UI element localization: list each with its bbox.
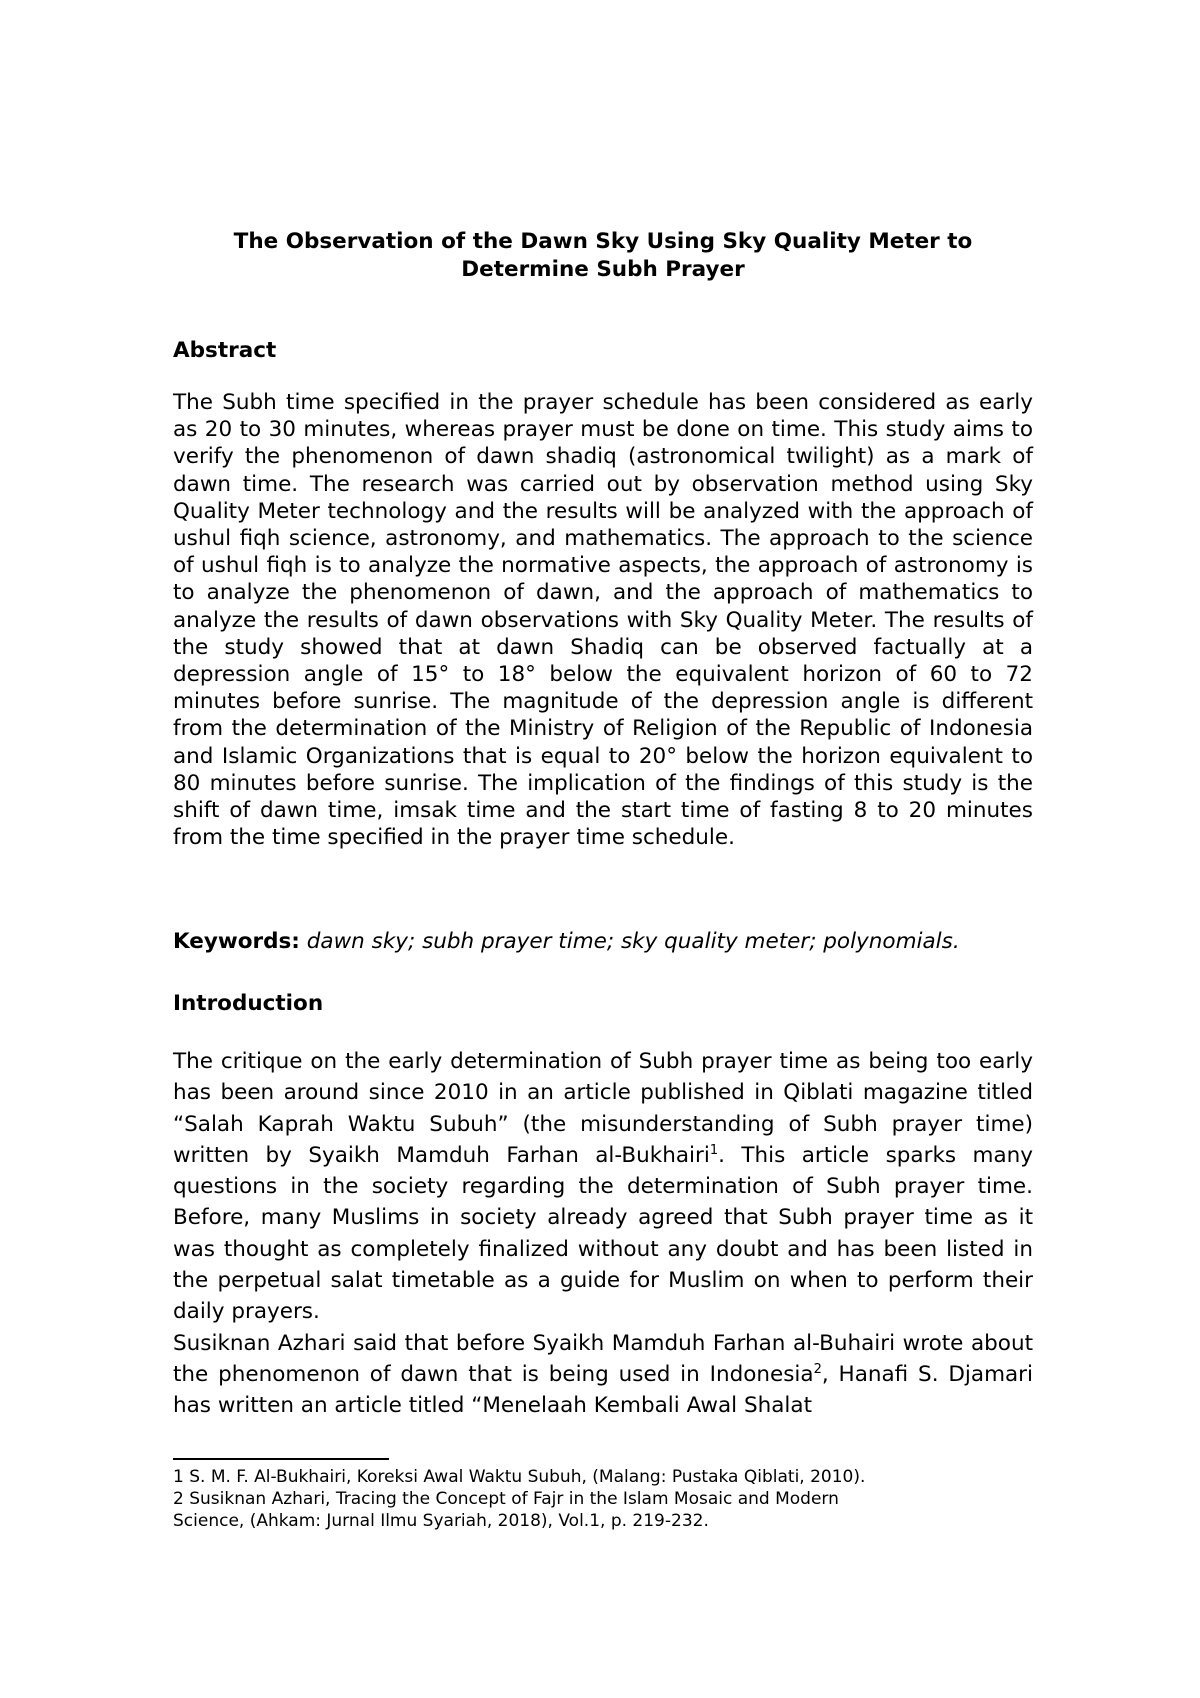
footnote-2-line-1: 2 Susiknan Azhari, Tracing the Concept of Fajr in the Islam Mosaic and Modern bbox=[173, 1489, 839, 1509]
footnote-reference-2: 2 bbox=[813, 1361, 822, 1377]
paper-title-line-2: Determine Subh Prayer bbox=[461, 257, 745, 282]
introduction-body bbox=[173, 1046, 1033, 1422]
footnote-reference-1: 1 bbox=[709, 1142, 719, 1158]
paper-title bbox=[173, 228, 1033, 284]
footnote-2-line-2: Science, (Ahkam: Jurnal Ilmu Syariah, 2018), Vol.1, p. 219-232. bbox=[173, 1511, 709, 1531]
introduction-paragraph-1-text-a: The critique on the early determination of Subh prayer time as being too early has been around since 2010 in an article published in Qiblati magazine titled “Salah Kaprah Waktu Subuh” (the misunderstanding of Subh prayer time) written by Syaikh Mamduh Farhan al-Bukhairi bbox=[173, 1049, 1033, 1168]
footnotes bbox=[173, 1466, 1033, 1532]
introduction-paragraph-1-text-b: . This article sparks many questions in the society regarding the determination of Subh prayer time. Before, many Muslims in society already agreed that Subh prayer time as it was thought as completely finalized without any doubt and has been listed in the perpetual salat timetable as a guide for Muslim on when to perform their daily prayers. bbox=[173, 1142, 1033, 1325]
abstract-body: The Subh time specified in the prayer schedule has been considered as early as 20 to 30 minutes, whereas prayer must be done on time. This study aims to verify the phenomenon of dawn shadiq (astronomical twilight) as a mark of dawn time. The research was carried out by observation method using Sky Quality Meter technology and the results will be analyzed with the approach of ushul fiqh science, astronomy, and mathematics. The approach to the science of ushul fiqh is to analyze the normative aspects, the approach of astronomy is to analyze the phenomenon of dawn, and the approach of mathematics to analyze the results of dawn observations with Sky Quality Meter. The results of the study showed that at dawn Shadiq can be observed factually at a depression angle of 15° to 18° below the equivalent horizon of 60 to 72 minutes before sunrise. The magnitude of the depression angle is different from the determination of the Ministry of Religion of the Republic of Indonesia and Islamic Organizations that is equal to 20° below the horizon equivalent to 80 minutes before sunrise. The implication of the findings of this study is the shift of dawn time, imsak time and the start time of fasting 8 to 20 minutes from the time specified in the prayer time schedule. bbox=[173, 390, 1033, 851]
introduction-paragraph-1 bbox=[173, 1046, 1033, 1328]
abstract-heading: Abstract bbox=[173, 338, 277, 363]
introduction-paragraph-2-text-a: Susiknan Azhari said that before Syaikh Mamduh Farhan al-Buhairi wrote about the phenomenon of dawn that is being used in Indonesia bbox=[173, 1330, 1033, 1387]
introduction-paragraph-2 bbox=[173, 1328, 1033, 1422]
footnote-separator bbox=[173, 1458, 389, 1460]
introduction-paragraph-2-text-b: , Hanafi S. Djamari has written an article titled “Menelaah Kembali Awal Shalat bbox=[173, 1361, 1033, 1419]
keywords-label: Keywords: bbox=[173, 929, 300, 954]
footnote-1: 1 S. M. F. Al-Bukhairi, Koreksi Awal Waktu Subuh, (Malang: Pustaka Qiblati, 2010). bbox=[173, 1467, 866, 1487]
keywords-text: dawn sky; subh prayer time; sky quality meter; polynomials. bbox=[306, 929, 960, 954]
keywords-line bbox=[173, 928, 1033, 956]
paper-title-line-1: The Observation of the Dawn Sky Using Sky Quality Meter to bbox=[233, 229, 973, 254]
introduction-heading: Introduction bbox=[173, 991, 324, 1016]
